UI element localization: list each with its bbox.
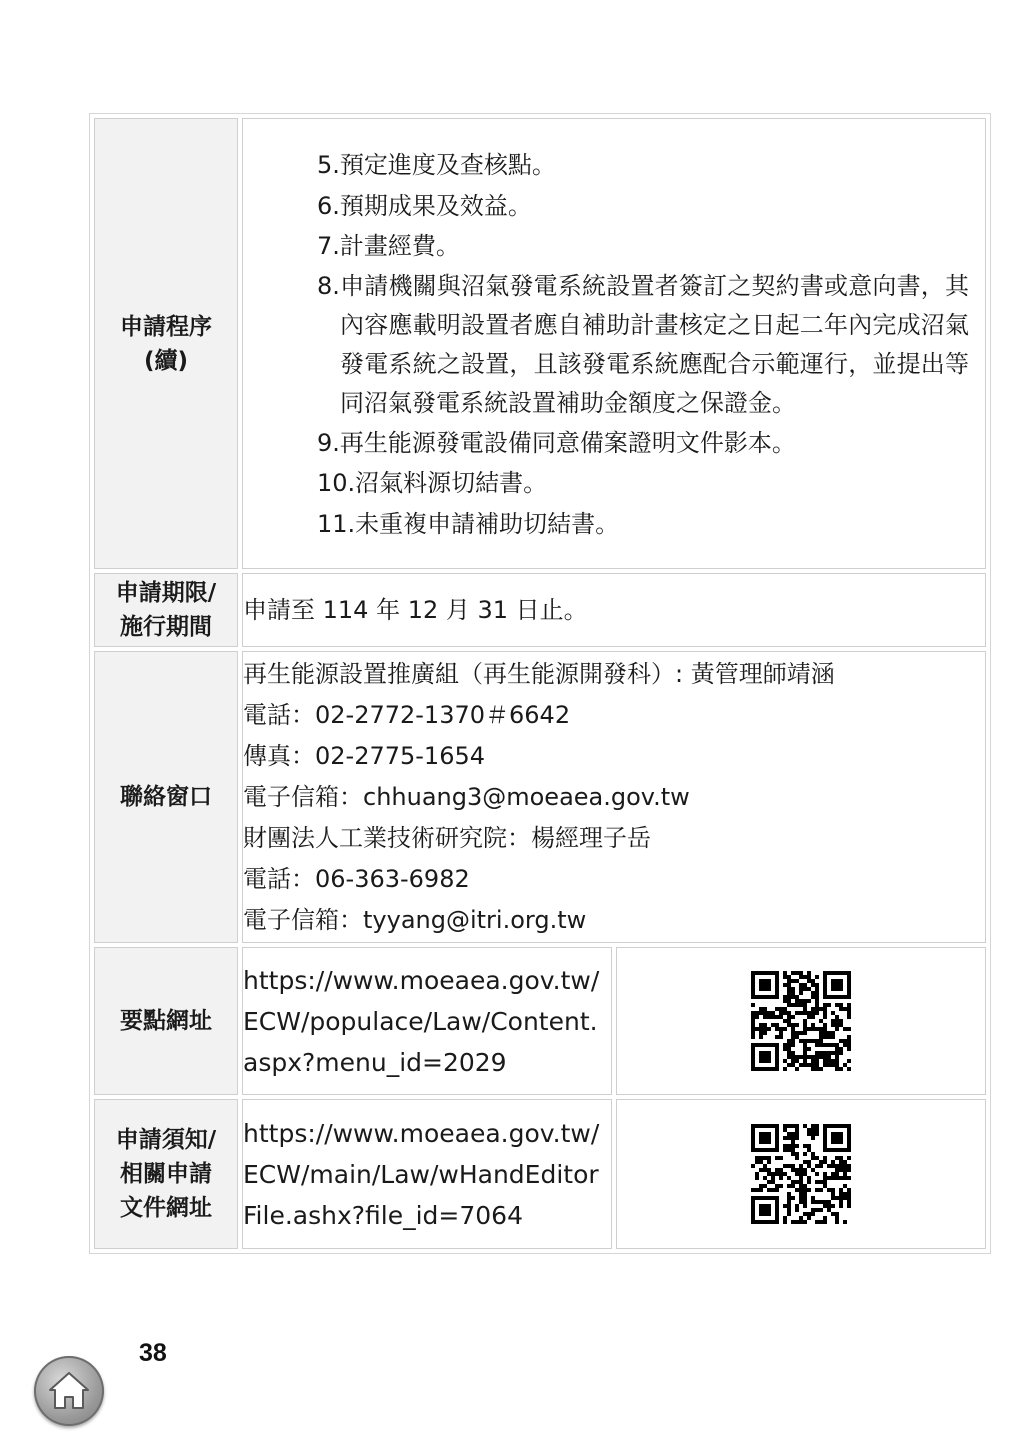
table-row-period [94,573,986,647]
label-line: 要點網址 [120,1008,212,1034]
label-contact [94,651,238,943]
label-line: 文件網址 [120,1195,212,1221]
qr-cell [616,947,986,1095]
list-item: 11.未重複申請補助切結書。 [317,509,620,538]
label-procedure [94,118,238,569]
guidelines-link[interactable]: https://www.moeaea.gov.tw/ECW/populace/Law/Content.aspx?menu_id=2029 [242,947,612,1095]
list-item: 10.沼氣料源切結書。 [317,469,548,497]
procedure-list [243,141,969,546]
label-guidelines-url [94,947,238,1095]
list-item: 6.預期成果及效益。 [317,191,532,220]
contact-line: 電話：02-2772-1370＃6642 [243,700,571,729]
contact-line: 電話：06-363-6982 [243,864,470,893]
label-period [94,573,238,647]
list-item: 8.申請機關與沼氣發電系統設置者簽訂之契約書或意向書，其內容應載明設置者應自補助計畫核定之日起二年內完成沼氣發電系統之設置，且該發電系統應配合示範運行，並提出等同沼氣發電系統設置補助金額度之保證金。 [317,271,969,417]
list-item: 5.預定進度及查核點。 [317,151,556,179]
list-item: 7.計畫經費。 [317,232,460,260]
label-application-url [94,1099,238,1249]
contact-email[interactable]: 電子信箱：chhuang3@moeaea.gov.tw [243,782,690,811]
label-line: 相關申請 [120,1161,212,1187]
info-table [89,113,991,1254]
label-line: 申請須知/ [115,1127,217,1153]
table-row-procedure [94,118,986,569]
home-button[interactable] [34,1356,104,1426]
label-line: 聯絡窗口 [120,784,212,810]
qr-code-icon[interactable] [751,1124,851,1224]
contact-email[interactable]: 電子信箱：tyyang@itri.org.tw [243,905,587,934]
home-icon [47,1370,91,1412]
page-number: 38 [139,1339,167,1367]
application-link[interactable]: https://www.moeaea.gov.tw/ECW/main/Law/wHandEditorFile.ashx?file_id=7064 [242,1099,612,1249]
label-line: (續) [143,347,189,374]
contact-line: 再生能源設置推廣組（再生能源開發科）: 黃管理師靖涵 [243,659,835,688]
procedure-content [242,118,986,569]
label-line: 施行期間 [120,614,212,640]
label-line: 申請期限/ [115,580,217,606]
label-line: 申請程序 [120,313,212,340]
table-row-guidelines-url [94,947,986,1095]
contact-line: 傳真：02-2775-1654 [243,741,486,770]
qr-cell [616,1099,986,1249]
period-text: 申請至 114 年 12 月 31 日止。 [242,573,986,647]
qr-code-icon[interactable] [751,971,851,1071]
contact-line: 財團法人工業技術研究院：楊經理子岳 [243,823,651,852]
list-item: 9.再生能源發電設備同意備案證明文件影本。 [317,428,796,457]
table-row-contact [94,651,986,943]
table-row-application-url [94,1099,986,1249]
contact-content [242,651,986,943]
